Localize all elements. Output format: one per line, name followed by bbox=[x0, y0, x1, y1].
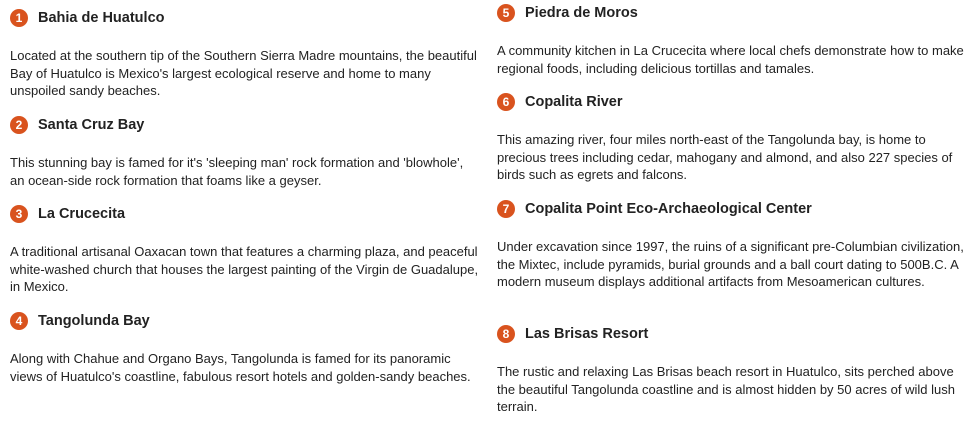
list-item-4 bbox=[10, 311, 480, 385]
number-badge: 4 bbox=[10, 312, 28, 330]
item-header bbox=[10, 8, 480, 28]
item-header bbox=[497, 199, 967, 219]
item-header bbox=[497, 92, 967, 112]
item-header bbox=[497, 3, 967, 23]
item-description: Under excavation since 1997, the ruins of a significant pre-Columbian civilization, the Mixtec, include pyramids, burial grounds and a ball court dating to 500B.C. A modern museum displays additional artifacts from Mesoamerican cultures. bbox=[497, 239, 964, 289]
item-description: A traditional artisanal Oaxacan town that features a charming plaza, and peaceful white-washed church that houses the largest painting of the Virgin de Guadalupe, in Mexico. bbox=[10, 244, 479, 294]
item-title: Tangolunda Bay bbox=[38, 313, 150, 329]
number-badge: 8 bbox=[497, 325, 515, 343]
item-description: Located at the southern tip of the Southern Sierra Madre mountains, the beautiful Bay of Huatulco is Mexico's largest ecological reserve and home to many unspoiled sandy beaches. bbox=[10, 48, 477, 98]
list-item-3 bbox=[10, 204, 480, 296]
number-badge: 2 bbox=[10, 116, 28, 134]
item-title: Bahia de Huatulco bbox=[38, 10, 165, 26]
item-description: This stunning bay is famed for it's 'sleeping man' rock formation and 'blowhole', an ocean-side rock formation that foams like a geyser. bbox=[10, 155, 464, 188]
list-item-2 bbox=[10, 115, 480, 189]
number-badge: 5 bbox=[497, 4, 515, 22]
list-item-5 bbox=[497, 3, 967, 77]
number-badge: 6 bbox=[497, 93, 515, 111]
item-title: Santa Cruz Bay bbox=[38, 117, 145, 133]
list-item-7 bbox=[497, 199, 967, 291]
item-title: La Crucecita bbox=[38, 206, 126, 222]
item-description: Along with Chahue and Organo Bays, Tangolunda is famed for its panoramic views of Huatulco's coastline, fabulous resort hotels and golden-sandy beaches. bbox=[10, 351, 471, 384]
item-header bbox=[497, 324, 967, 344]
item-title: Copalita River bbox=[525, 94, 623, 110]
item-header bbox=[10, 311, 480, 331]
item-title: Las Brisas Resort bbox=[525, 326, 649, 342]
item-description: The rustic and relaxing Las Brisas beach resort in Huatulco, sits perched above the beautiful Tangolunda coastline and is almost hidden by 50 acres of wild lush terrain. bbox=[497, 364, 955, 414]
number-badge: 1 bbox=[10, 9, 28, 27]
item-header bbox=[10, 204, 480, 224]
list-item-1 bbox=[10, 8, 480, 100]
list-item-6 bbox=[497, 92, 967, 184]
list-item-8 bbox=[497, 324, 967, 416]
item-title: Copalita Point Eco-Archaeological Center bbox=[525, 201, 812, 217]
item-description: A community kitchen in La Crucecita where local chefs demonstrate how to make regional foods, including delicious tortillas and tamales. bbox=[497, 43, 964, 76]
number-badge: 7 bbox=[497, 200, 515, 218]
number-badge: 3 bbox=[10, 205, 28, 223]
item-header bbox=[10, 115, 480, 135]
item-title: Piedra de Moros bbox=[525, 5, 638, 21]
item-description: This amazing river, four miles north-east of the Tangolunda bay, is home to precious trees including cedar, mahogany and almond, and also 227 species of birds such as egrets and falcons. bbox=[497, 132, 953, 182]
